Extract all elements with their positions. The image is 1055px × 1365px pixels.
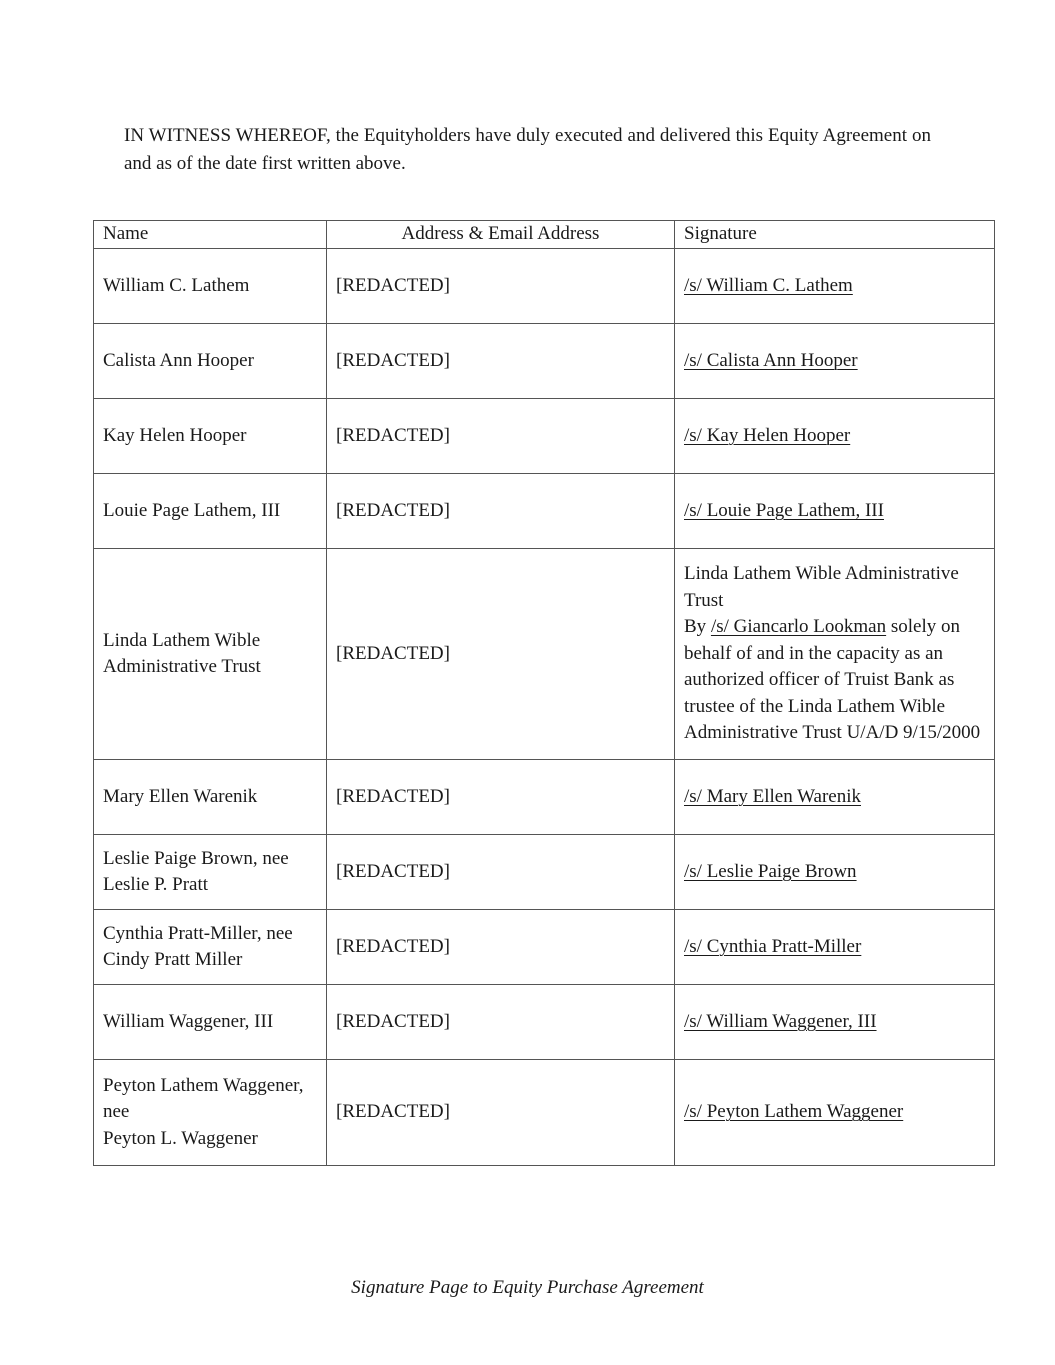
name-line-2: Cindy Pratt Miller bbox=[103, 949, 243, 970]
signature: /s/ Giancarlo Lookman bbox=[710, 616, 887, 638]
equityholder-signature-cell bbox=[675, 549, 995, 760]
equityholder-address: [REDACTED] bbox=[327, 249, 675, 324]
equityholder-address: [REDACTED] bbox=[327, 474, 675, 549]
table-row bbox=[94, 474, 995, 549]
signature: /s/ William C. Lathem bbox=[684, 274, 853, 296]
equityholder-name: William Waggener, III bbox=[94, 985, 327, 1060]
signature-capacity: solely on behalf of and in the capacity as an authorized officer of Truist Bank as trustee of the Linda Lathem Wible Administrative Trust U/A/D 9/15/2000 bbox=[684, 616, 981, 744]
equityholder-signature-cell bbox=[675, 760, 995, 835]
table-row bbox=[94, 249, 995, 324]
table-row bbox=[94, 760, 995, 835]
equityholder-address: [REDACTED] bbox=[327, 324, 675, 399]
column-header-name: Name bbox=[94, 221, 327, 249]
equityholder-address: [REDACTED] bbox=[327, 1060, 675, 1166]
equityholder-name bbox=[94, 1060, 327, 1166]
column-header-signature: Signature bbox=[675, 221, 995, 249]
signature: /s/ Kay Helen Hooper bbox=[684, 424, 851, 446]
signature: /s/ Peyton Lathem Waggener bbox=[684, 1101, 904, 1123]
table-row bbox=[94, 324, 995, 399]
column-header-address: Address & Email Address bbox=[327, 221, 675, 249]
name-line-2: Peyton L. Waggener bbox=[103, 1127, 258, 1149]
table-row bbox=[94, 910, 995, 985]
equityholder-name bbox=[94, 910, 327, 985]
signature-by-label: By bbox=[684, 616, 707, 638]
equityholder-name bbox=[94, 549, 327, 760]
table-row bbox=[94, 985, 995, 1060]
equityholder-signature-cell bbox=[675, 835, 995, 910]
equityholder-address: [REDACTED] bbox=[327, 399, 675, 474]
table-row bbox=[94, 399, 995, 474]
signature: /s/ William Waggener, III bbox=[684, 1010, 877, 1032]
equityholder-name: Mary Ellen Warenik bbox=[94, 760, 327, 835]
equityholder-signature-cell bbox=[675, 910, 995, 985]
page-footer: Signature Page to Equity Purchase Agreement bbox=[351, 1277, 704, 1298]
equityholder-address: [REDACTED] bbox=[327, 760, 675, 835]
equityholder-name: Louie Page Lathem, III bbox=[94, 474, 327, 549]
signature: /s/ Mary Ellen Warenik bbox=[684, 785, 861, 807]
table-header-row bbox=[94, 221, 995, 249]
signature: /s/ Cynthia Pratt-Miller bbox=[684, 935, 862, 957]
name-line-1: Leslie Paige Brown, nee bbox=[103, 847, 289, 869]
table-row bbox=[94, 549, 995, 760]
table-row bbox=[94, 835, 995, 910]
equityholder-address: [REDACTED] bbox=[327, 985, 675, 1060]
equityholder-name bbox=[94, 835, 327, 910]
table-row bbox=[94, 1060, 995, 1166]
equityholder-signature-cell bbox=[675, 474, 995, 549]
equityholder-signature-cell bbox=[675, 985, 995, 1060]
signature: /s/ Leslie Paige Brown bbox=[684, 860, 857, 882]
name-line-1: Linda Lathem Wible bbox=[103, 629, 261, 651]
equityholder-address: [REDACTED] bbox=[327, 910, 675, 985]
name-line-1: Cynthia Pratt-Miller, nee bbox=[103, 922, 293, 944]
equityholder-name: Calista Ann Hooper bbox=[94, 324, 327, 399]
equityholder-signature-cell bbox=[675, 324, 995, 399]
equityholder-name: William C. Lathem bbox=[94, 249, 327, 324]
equityholder-address: [REDACTED] bbox=[327, 549, 675, 760]
signature-table bbox=[93, 220, 995, 1166]
equityholder-signature-cell bbox=[675, 1060, 995, 1166]
signature-entity: Linda Lathem Wible Administrative Trust bbox=[684, 563, 959, 611]
equityholder-signature-cell bbox=[675, 399, 995, 474]
equityholder-address: [REDACTED] bbox=[327, 835, 675, 910]
signature: /s/ Calista Ann Hooper bbox=[684, 349, 858, 371]
equityholder-signature-cell bbox=[675, 249, 995, 324]
name-line-2: Leslie P. Pratt bbox=[103, 874, 209, 895]
equityholder-name: Kay Helen Hooper bbox=[94, 399, 327, 474]
signature: /s/ Louie Page Lathem, III bbox=[684, 499, 884, 521]
name-line-2: Administrative Trust bbox=[103, 656, 261, 677]
name-line-1: Peyton Lathem Waggener, nee bbox=[103, 1074, 304, 1123]
intro-paragraph: IN WITNESS WHEREOF, the Equityholders have duly executed and delivered this Equity Agreement on and as of the date first written above. bbox=[124, 125, 931, 174]
